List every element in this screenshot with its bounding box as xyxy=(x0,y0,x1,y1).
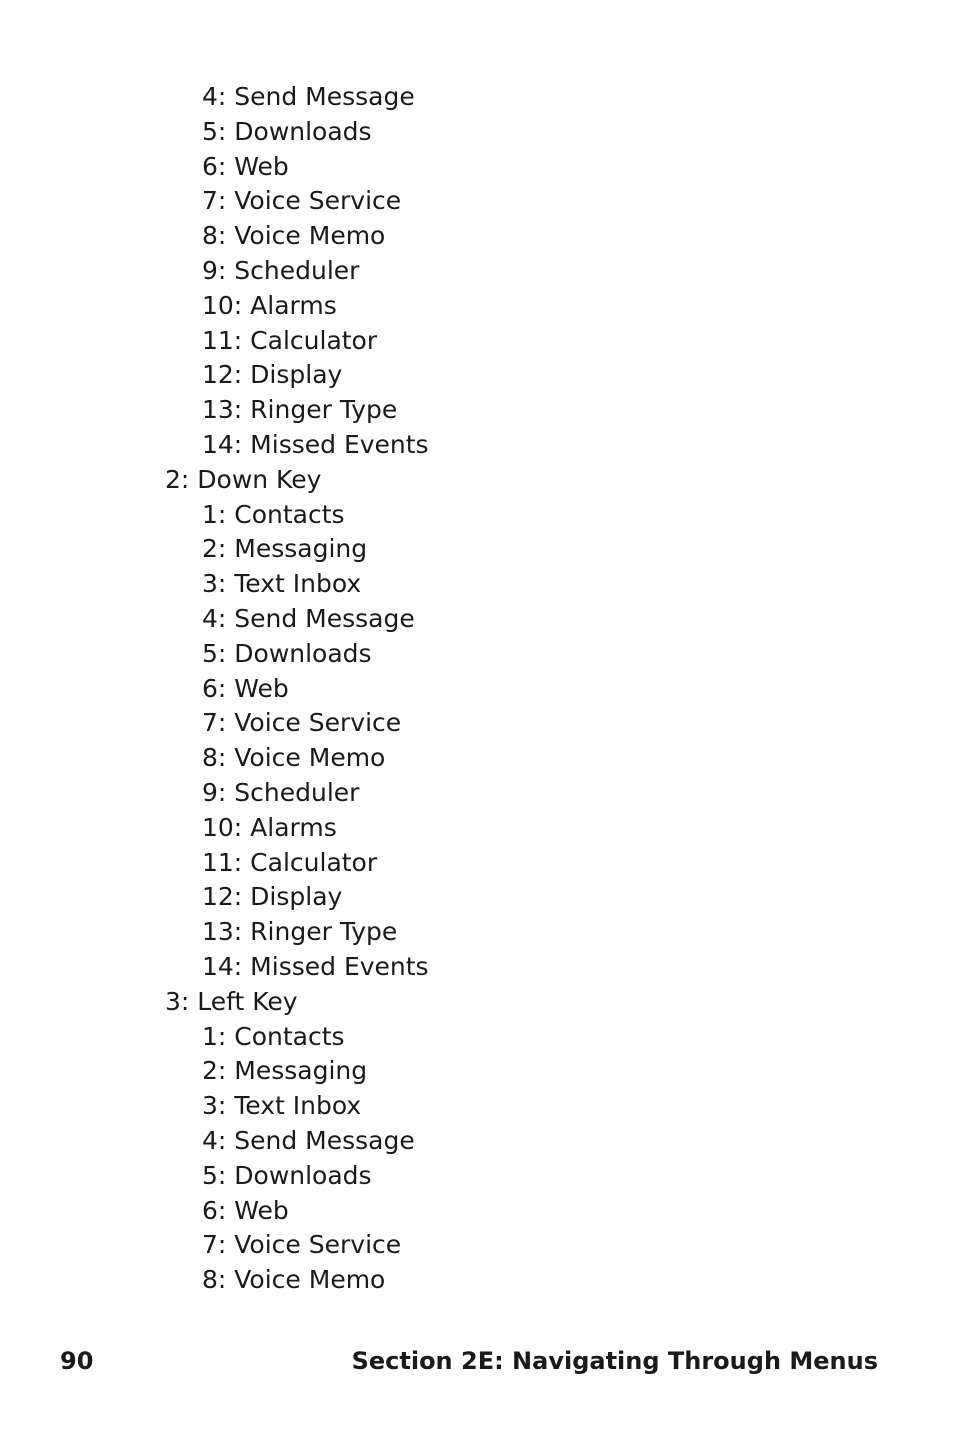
menu-item: 12: Display xyxy=(202,882,343,912)
menu-item: 6: Web xyxy=(202,673,289,703)
menu-item: 3: Text Inbox xyxy=(202,569,362,599)
menu-item: 3: Text Inbox xyxy=(202,1091,362,1121)
menu-item: 7: Voice Service xyxy=(202,186,402,216)
menu-item: 13: Ringer Type xyxy=(202,917,398,947)
menu-item: 11: Calculator xyxy=(202,325,378,355)
menu-heading: 2: Down Key xyxy=(165,464,322,494)
menu-item: 4: Send Message xyxy=(202,1125,415,1155)
menu-item: 8: Voice Memo xyxy=(202,221,386,251)
menu-item: 9: Scheduler xyxy=(202,255,360,285)
menu-item: 1: Contacts xyxy=(202,499,345,529)
page-footer xyxy=(0,1343,954,1379)
menu-item: 1: Contacts xyxy=(202,1021,345,1051)
menu-item: 6: Web xyxy=(202,1195,289,1225)
page-number: 90 xyxy=(60,1347,94,1375)
menu-item: 4: Send Message xyxy=(202,82,415,111)
menu-item: 10: Alarms xyxy=(202,290,337,320)
menu-item: 14: Missed Events xyxy=(202,429,429,459)
menu-list xyxy=(0,80,954,1298)
menu-item: 9: Scheduler xyxy=(202,777,360,807)
menu-item: 2: Messaging xyxy=(202,534,368,564)
menu-item: 10: Alarms xyxy=(202,812,337,842)
menu-item: 8: Voice Memo xyxy=(202,1265,386,1295)
menu-item: 13: Ringer Type xyxy=(202,395,398,425)
menu-heading: 3: Left Key xyxy=(165,986,298,1016)
menu-item: 5: Downloads xyxy=(202,638,372,668)
menu-item: 11: Calculator xyxy=(202,847,378,877)
menu-item: 7: Voice Service xyxy=(202,708,402,738)
menu-item: 5: Downloads xyxy=(202,116,372,146)
menu-item: 7: Voice Service xyxy=(202,1230,402,1260)
menu-item: 14: Missed Events xyxy=(202,951,429,981)
menu-item: 5: Downloads xyxy=(202,1160,372,1190)
menu-item: 12: Display xyxy=(202,360,343,390)
menu-item: 2: Messaging xyxy=(202,1056,368,1086)
section-title: Section 2E: Navigating Through Menus xyxy=(351,1347,878,1375)
menu-item: 8: Voice Memo xyxy=(202,743,386,773)
menu-item: 6: Web xyxy=(202,151,289,181)
menu-item: 4: Send Message xyxy=(202,603,415,633)
